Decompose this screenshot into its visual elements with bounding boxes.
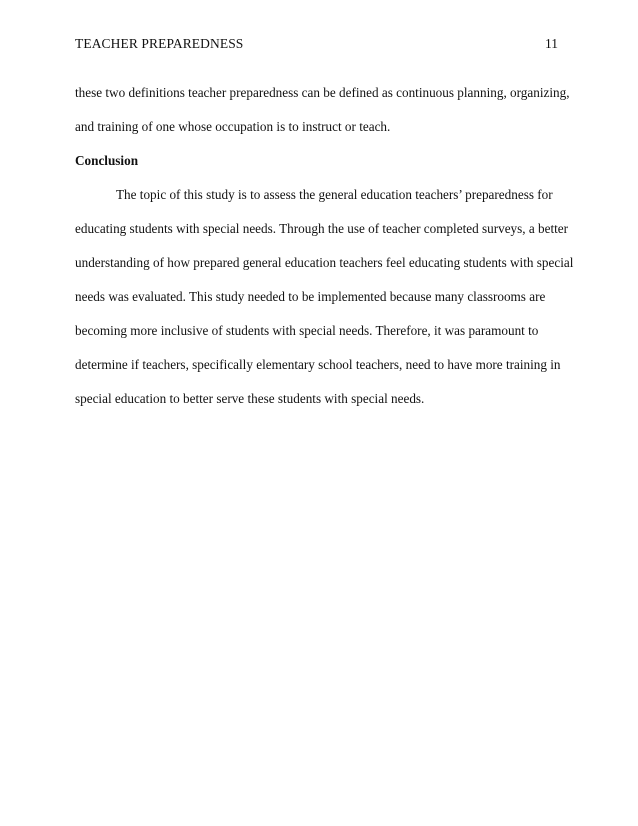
- body-text: [75, 76, 574, 416]
- section-heading: Conclusion: [75, 153, 139, 168]
- running-head: TEACHER PREPAREDNESS: [75, 36, 244, 51]
- paragraph-line: these two definitions teacher preparedness can be defined as continuous planning, organizing,: [75, 85, 570, 100]
- paragraph-line: educating students with special needs. Through the use of teacher completed surveys, a better: [75, 221, 569, 236]
- page-number: 11: [545, 36, 558, 51]
- paragraph-line: becoming more inclusive of students with special needs. Therefore, it was paramount to: [75, 323, 539, 338]
- paragraph-line: understanding of how prepared general education teachers feel educating students with special: [75, 255, 574, 270]
- paragraph-line: special education to better serve these students with special needs.: [75, 391, 425, 406]
- paragraph-line: determine if teachers, specifically elementary school teachers, need to have more training in: [75, 357, 561, 372]
- paragraph-line: and training of one whose occupation is to instruct or teach.: [75, 119, 391, 134]
- paragraph-line: The topic of this study is to assess the general education teachers’ preparedness for: [116, 187, 553, 202]
- paragraph-line: needs was evaluated. This study needed to be implemented because many classrooms are: [75, 289, 546, 304]
